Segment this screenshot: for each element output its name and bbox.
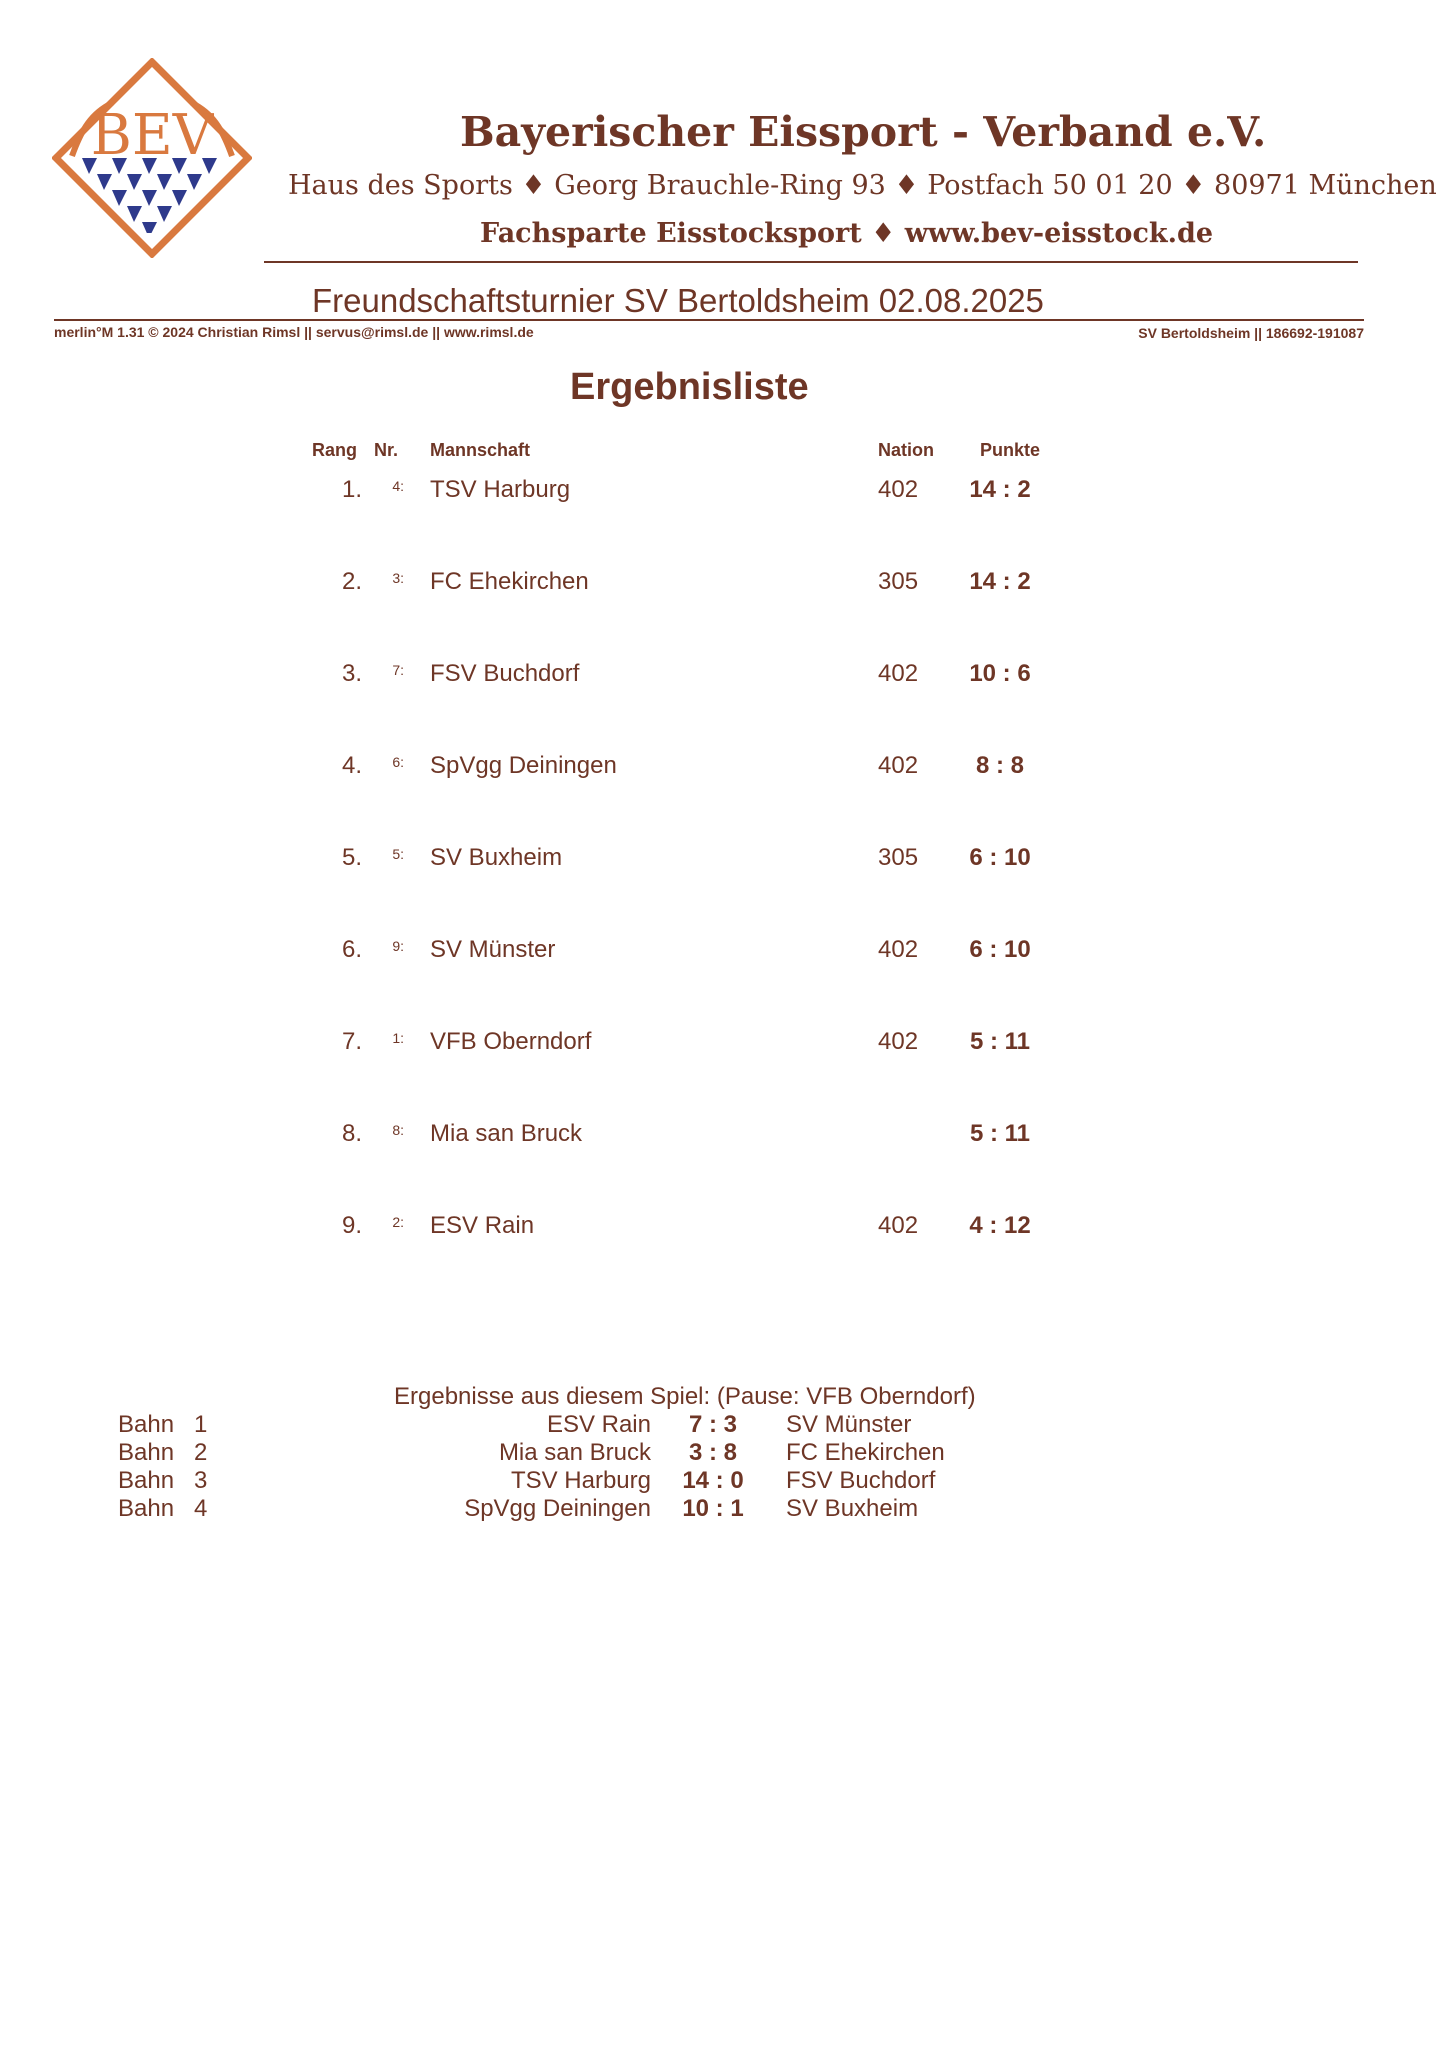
- nr-cell: 5:: [392, 846, 404, 862]
- table-row: [0, 936, 1448, 976]
- rank-cell: 4.: [341, 752, 362, 779]
- table-row: [0, 844, 1448, 884]
- game-score: 14 : 0: [682, 1467, 744, 1494]
- rank-cell: 2.: [341, 568, 362, 595]
- logo-text: BEV: [90, 103, 214, 168]
- away-team: SV Buxheim: [786, 1495, 919, 1522]
- points-cell: 8 : 8: [975, 752, 1025, 779]
- home-team: Mia san Bruck: [498, 1439, 651, 1466]
- nr-cell: 7:: [392, 662, 404, 678]
- column-header-nr: Nr.: [374, 440, 399, 460]
- table-row: [0, 1028, 1448, 1068]
- game-score: 3 : 8: [688, 1439, 738, 1466]
- rank-cell: 5.: [341, 844, 362, 871]
- points-cell: 14 : 2: [969, 568, 1031, 595]
- column-header-team: Mannschaft: [430, 440, 531, 460]
- lane-label: [118, 1411, 218, 1439]
- organization-name: Bayerischer Eissport - Verband e.V.: [460, 108, 1267, 156]
- last-game-heading: Ergebnisse aus diesem Spiel: (Pause: VFB Oberndorf): [394, 1383, 976, 1410]
- table-row: [0, 568, 1448, 608]
- points-cell: 5 : 11: [969, 1120, 1031, 1147]
- organization-address: Haus des Sports ♦ Georg Brauchle-Ring 93 ♦ Postfach 50 01 20 ♦ 80971 München: [288, 170, 1437, 201]
- nation-cell: 402: [878, 752, 919, 779]
- team-cell: SpVgg Deiningen: [430, 752, 617, 779]
- lane-label: [118, 1439, 218, 1467]
- rank-cell: 3.: [341, 660, 362, 687]
- team-cell: SV Buxheim: [430, 844, 563, 871]
- table-row: [0, 752, 1448, 792]
- lane-number: 1: [194, 1411, 208, 1438]
- header-divider: [264, 261, 1358, 263]
- lane-number: 4: [194, 1495, 208, 1522]
- rank-cell: 9.: [341, 1212, 362, 1239]
- rank-cell: 8.: [341, 1120, 362, 1147]
- team-cell: ESV Rain: [430, 1212, 535, 1239]
- lane-label: [118, 1495, 218, 1523]
- points-cell: 10 : 6: [969, 660, 1031, 687]
- nation-cell: 402: [878, 1212, 919, 1239]
- table-row: [0, 1120, 1448, 1160]
- team-cell: SV Münster: [430, 936, 556, 963]
- lane-number: 3: [194, 1467, 208, 1494]
- results-list-title: Ergebnisliste: [570, 366, 809, 408]
- nation-cell: 402: [878, 660, 919, 687]
- home-team: ESV Rain: [546, 1411, 651, 1438]
- column-header-rank: Rang: [312, 440, 357, 460]
- nation-cell: 402: [878, 1028, 919, 1055]
- lane-word: Bahn: [118, 1495, 175, 1522]
- lane-word: Bahn: [118, 1439, 175, 1466]
- points-cell: 4 : 12: [969, 1212, 1031, 1239]
- rank-cell: 6.: [341, 936, 362, 963]
- away-team: FSV Buchdorf: [786, 1467, 936, 1494]
- nation-cell: 402: [878, 936, 919, 963]
- home-team: SpVgg Deiningen: [464, 1495, 651, 1522]
- team-cell: VFB Oberndorf: [430, 1028, 592, 1055]
- points-cell: 5 : 11: [969, 1028, 1031, 1055]
- organization-department: Fachsparte Eisstocksport ♦ www.bev-eisstock.de: [480, 218, 1214, 249]
- points-cell: 14 : 2: [969, 476, 1031, 503]
- points-cell: 6 : 10: [969, 844, 1031, 871]
- bev-logo: [52, 58, 252, 258]
- game-score: 7 : 3: [688, 1411, 738, 1438]
- nr-cell: 3:: [392, 570, 404, 586]
- rank-cell: 1.: [341, 476, 362, 503]
- tournament-title: Freundschaftsturnier SV Bertoldsheim 02.08.2025: [312, 282, 1044, 319]
- table-row: [0, 476, 1448, 516]
- column-header-points: Punkte: [980, 440, 1041, 460]
- lane-word: Bahn: [118, 1467, 175, 1494]
- lane-number: 2: [194, 1439, 208, 1466]
- nr-cell: 6:: [392, 754, 404, 770]
- team-cell: Mia san Bruck: [430, 1120, 583, 1147]
- home-team: TSV Harburg: [510, 1467, 651, 1494]
- nation-cell: 305: [878, 844, 919, 871]
- lane-label: [118, 1467, 218, 1495]
- nation-cell: 402: [878, 476, 919, 503]
- rank-cell: 7.: [341, 1028, 362, 1055]
- nr-cell: 9:: [392, 938, 404, 954]
- away-team: SV Münster: [786, 1411, 912, 1438]
- team-cell: FC Ehekirchen: [430, 568, 589, 595]
- table-row: [0, 1212, 1448, 1252]
- away-team: FC Ehekirchen: [786, 1439, 945, 1466]
- nr-cell: 1:: [392, 1030, 404, 1046]
- nr-cell: 2:: [392, 1214, 404, 1230]
- nation-cell: 305: [878, 568, 919, 595]
- lane-word: Bahn: [118, 1411, 175, 1438]
- column-header-nation: Nation: [878, 440, 934, 460]
- team-cell: TSV Harburg: [430, 476, 571, 503]
- team-cell: FSV Buchdorf: [430, 660, 580, 687]
- table-row: [0, 660, 1448, 700]
- tournament-divider: [54, 319, 1364, 321]
- software-credit: merlin°M 1.31 © 2024 Christian Rimsl || servus@rimsl.de || www.rimsl.de: [54, 324, 534, 340]
- nr-cell: 4:: [392, 478, 404, 494]
- tournament-id: SV Bertoldsheim || 186692-191087: [1138, 325, 1364, 341]
- points-cell: 6 : 10: [969, 936, 1031, 963]
- nr-cell: 8:: [392, 1122, 404, 1138]
- game-score: 10 : 1: [682, 1495, 744, 1522]
